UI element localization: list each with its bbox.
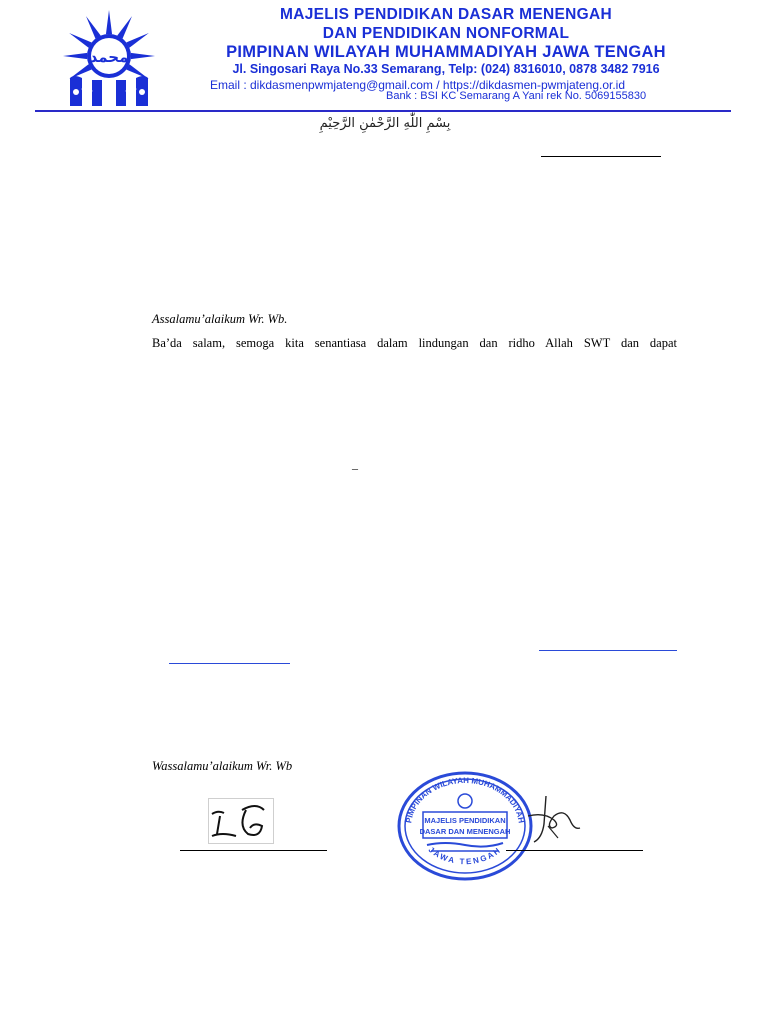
letterhead-email: Email : dikdasmenpwmjateng@gmail.com / https://dikdasmen-pwmjateng.or.id	[210, 78, 626, 92]
logo-ray	[63, 53, 87, 59]
muhammadiyah-logo-icon	[56, 8, 162, 110]
closing-text: Wassalamu’alaikum Wr. Wb	[152, 759, 293, 773]
logo-ray	[86, 16, 101, 39]
letterhead-title-line-3: PIMPINAN WILAYAH MUHAMMADIYAH JAWA TENGAH	[226, 43, 666, 61]
letterhead-divider	[35, 110, 731, 112]
signature-line-left	[180, 850, 327, 851]
letterhead-title-line-2: DAN PENDIDIKAN NONFORMAL	[322, 25, 570, 42]
svg-text:JAWA TENGAH	[427, 845, 504, 866]
stamp-top-text: PIMPINAN WILAYAH MUHAMMADIYAH	[404, 775, 526, 824]
stamp-center-line-1: MAJELIS PENDIDIKAN	[424, 816, 506, 825]
logo-ray	[117, 16, 132, 39]
logo-ray	[69, 33, 92, 48]
dash-text: –	[352, 461, 358, 475]
letterhead-title-line-1: MAJELIS PENDIDIKAN DASAR MENENGAH	[280, 6, 612, 23]
logo-ray	[106, 10, 112, 34]
official-stamp	[397, 771, 533, 881]
link-underline-2[interactable]	[169, 663, 290, 664]
signature-line-right	[506, 850, 643, 851]
stamp-bottom-text: JAWA TENGAH	[426, 845, 504, 867]
letterhead-address: Jl. Singosari Raya No.33 Semarang, Telp: (024) 8316010, 0878 3482 7916	[232, 62, 660, 76]
link-underline-1[interactable]	[539, 650, 677, 651]
logo-ray	[131, 53, 155, 59]
basmalah: بِسْمِ اللّٰهِ الرَّحْمٰنِ الرَّحِيْمِ	[319, 116, 451, 131]
signature-right	[524, 794, 582, 846]
stamp-center-line-2: DASAR DAN MENENGAH	[419, 827, 511, 836]
greeting-text: Assalamu’alaikum Wr. Wb.	[152, 312, 288, 326]
letterhead-bank: Bank : BSI KC Semarang A Yani rek No. 5069155830	[386, 90, 647, 102]
signature-left	[208, 798, 274, 844]
opening-paragraph: Ba’da salam, semoga kita senantiasa dalam lindungan dan ridho Allah SWT dan dapat	[152, 336, 677, 350]
logo-ray	[126, 33, 149, 48]
date-blank-line	[541, 156, 661, 157]
logo-text: محمد	[89, 48, 129, 66]
